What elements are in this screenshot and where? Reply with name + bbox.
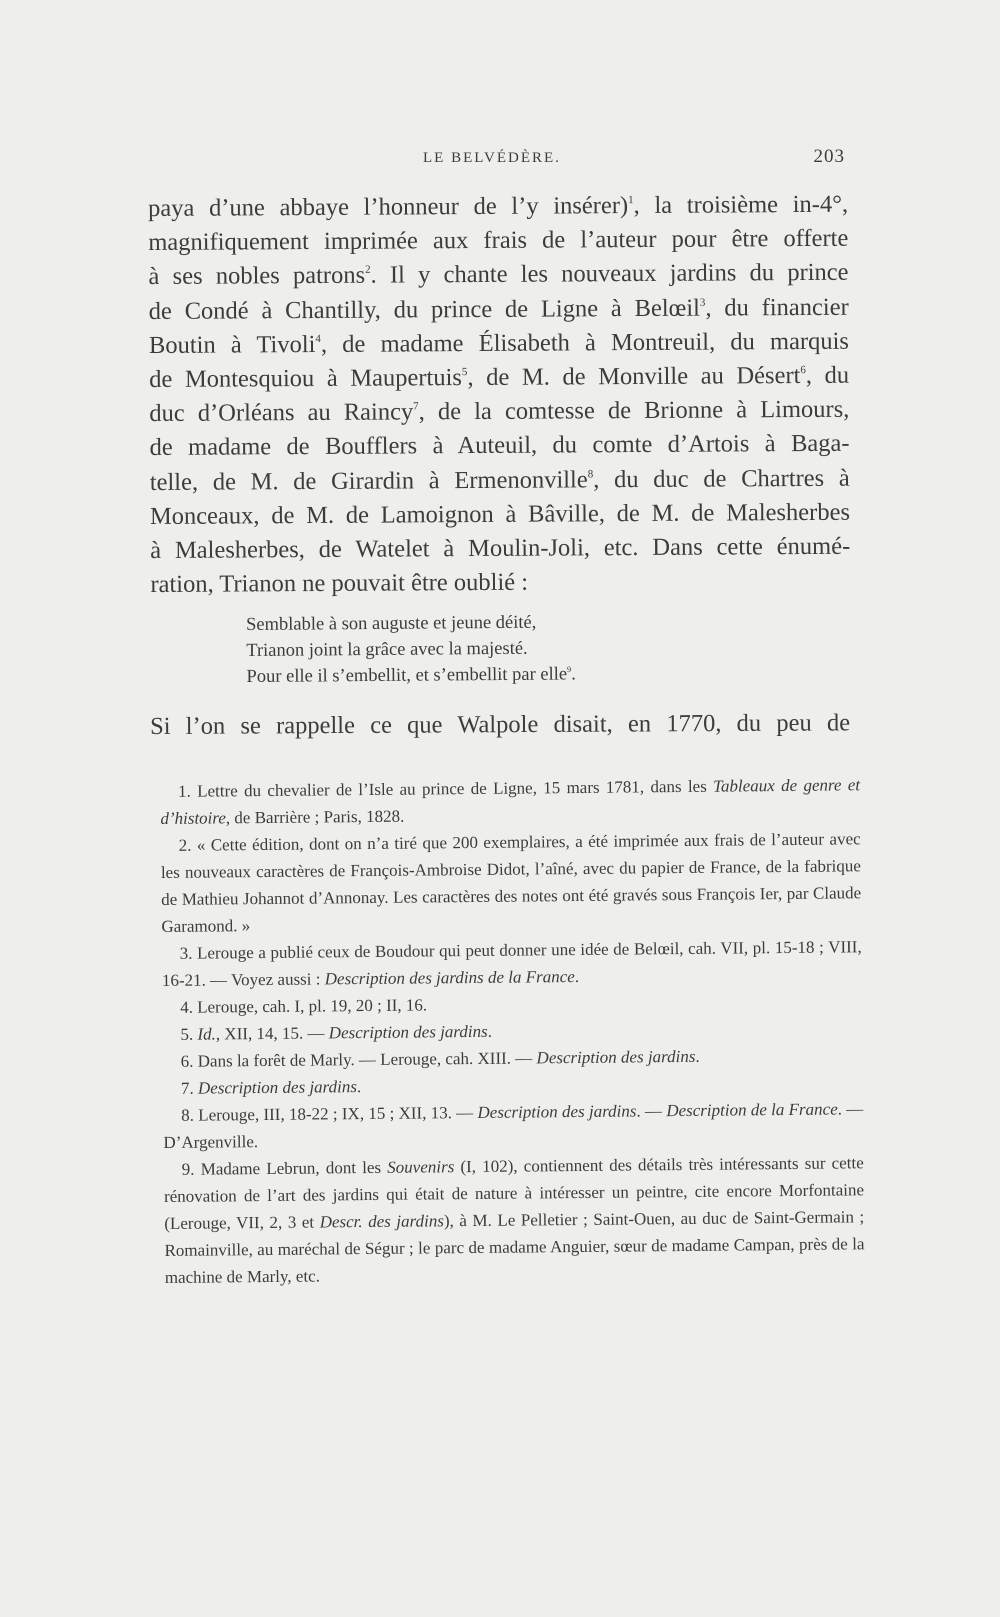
footnote-text: . (574, 966, 580, 987)
verse-quotation (246, 608, 807, 690)
body-line (149, 359, 849, 397)
body-line (148, 222, 848, 260)
footnote-ref: 5 (461, 366, 468, 379)
footnote-text: 2. « Cette édition, dont on n’a tiré que 200 exemplaires, a été imprimée aux frais de l’auteur avec les nouveaux caractères de François-Ambroise Didot, l’aîné, avec du papier de France, de la fabrique de Mathieu Johannot d’Annonay. Les caractères des notes ont été gravés sous François Ier, par Claude Garamond. » (160, 829, 862, 936)
body-line-text: , du duc de Chartres à (593, 464, 850, 493)
footnote-ref: 6 (800, 364, 806, 377)
footnote-text: , de Barrière ; Paris, 1828. (225, 806, 405, 828)
body-line-text: de Condé à Chantilly, du prince de Ligne à Belœil (148, 294, 700, 325)
body-line (148, 256, 848, 294)
body-line (149, 290, 849, 328)
footnote-text: (I, 102), contiennent des détails très intéressants sur cette rénovation de l’art des jardins qui était de nature à intéresser un peintre, cite encore Morfontaine (Lerouge, VII, 2, 3 et (163, 1153, 865, 1233)
verse-line-text: Pour elle il s’embellit, et s’embellit par elle (246, 664, 568, 687)
footnote (161, 825, 862, 940)
body-line-text: de Montesquiou à Maupertuis (149, 364, 463, 393)
body-line-text: , du (805, 361, 850, 389)
footnote-ref: 9 (567, 664, 572, 674)
body-line-text: , la troisième in-4°, (633, 190, 849, 220)
footnote-title: Descr. des jardins (319, 1211, 445, 1232)
footnote-text: 6. Dans la forêt de Marly. — Lerouge, cah. XIII. — (180, 1048, 537, 1071)
body-line-text: de madame de Boufflers à Auteuil, du comte d’Artois à Baga- (149, 430, 850, 462)
footnote-text: 1. Lettre du chevalier de l’Isle au prince de Ligne, 15 mars 1781, dans les (178, 776, 714, 801)
footnote-text: 5. (180, 1024, 198, 1044)
footnote-title: Description des jardins (536, 1046, 696, 1068)
closing-line: Si l’on se rappelle ce que Walpole disait, en 1770, du peu de (150, 709, 851, 740)
footnote-ref: 1 (628, 194, 634, 207)
body-line-text: Boutin à Tivoli (148, 330, 316, 359)
verse-line: Trianon joint la grâce avec la majesté. (246, 638, 528, 661)
footnote (162, 933, 862, 994)
footnote-text: ), à M. Le Pelletier ; Saint-Ouen, au duc de Saint-Germain ; Romainville, au maréchal de Ségur ; le parc de madame Anguier, sœur de madame Campan, près de la machine de Marly, etc. (164, 1207, 865, 1287)
body-line-text: à Malesherbes, de Watelet à Moulin-Joli, etc. Dans cette énumé- (150, 532, 851, 564)
footnote (160, 771, 860, 832)
body-line (150, 495, 850, 533)
body-line-text: magnifiquement imprimée aux frais de l’auteur pour être offerte (148, 224, 849, 257)
footnote (163, 1095, 863, 1156)
footnote-text: . — (636, 1101, 667, 1121)
footnote (164, 1149, 865, 1291)
footnote-ref: 2 (365, 264, 371, 277)
footnote-title: Description des jardins (477, 1101, 637, 1122)
body-line-text: , de M. de Monville au Désert (467, 361, 801, 391)
body-line-text: Monceaux, de M. de Lamoignon à Bâville, de M. de Malesherbes (149, 498, 851, 530)
footnote-title: Description des jardins de la France (324, 967, 575, 989)
body-line (150, 564, 850, 602)
body-line (150, 530, 850, 568)
footnote-text: . (695, 1046, 700, 1066)
footnote-title: Id. (197, 1024, 216, 1044)
footnote-text: 8. Lerouge, III, 18-22 ; IX, 15 ; XII, 13. — (181, 1102, 478, 1125)
body-line (149, 393, 849, 431)
running-title: LE BELVÉDÈRE. (423, 150, 561, 166)
body-line-text: à ses nobles patrons (148, 262, 366, 291)
footnote-ref: 3 (699, 296, 706, 309)
footnote-title: Description des jardins (197, 1077, 358, 1098)
body-line-text: , de la comtesse de Brionne à Limours, (418, 395, 850, 426)
body-line-text: paya d’une abbaye l’honneur de l’y insérer) (148, 192, 629, 222)
footnote-text: . (356, 1077, 362, 1097)
footnote-title: Description de la France (666, 1099, 838, 1121)
body-line-text: , de madame Élisabeth à Montreuil, du marquis (320, 327, 850, 358)
footnote-title: Description des jardins (328, 1021, 488, 1043)
body-line (148, 188, 848, 226)
body-line (150, 461, 850, 499)
footnote-text: 3. Lerouge a publié ceux de Boudour qui peut donner une idée de Belœil, cah. VII, pl. 15-18 ; VIII, 16-21. — Voyez aussi : (161, 937, 862, 990)
body-line (149, 427, 849, 465)
footnote-title: Tableaux de genre et d’histoire (160, 775, 861, 828)
footnote-text: 7. (180, 1078, 199, 1098)
body-paragraph (148, 188, 850, 603)
footnote-text: 9. Madame Lebrun, dont les (181, 1157, 388, 1179)
page-number: 203 (813, 146, 845, 167)
footnote-text: . (487, 1021, 493, 1041)
footnote-ref: 8 (587, 467, 594, 480)
footnotes (160, 771, 865, 1291)
body-line-text: duc d’Orléans au Raincy (149, 398, 414, 428)
page-header (145, 146, 845, 176)
body-line-text: telle, de M. de Girardin à Ermenonville (149, 465, 588, 496)
footnote-text: . — D’Argenville. (163, 1099, 864, 1152)
footnote-text: , XII, 14, 15. — (215, 1023, 329, 1044)
verse-line: Pour elle il s’embellit, et s’embellit par elle$^9$. (246, 664, 576, 687)
body-line-text: , du financier (705, 293, 849, 322)
footnote-text: 4. Lerouge, cah. I, pl. 19, 20 ; II, 16. (180, 995, 428, 1017)
body-line-text: . Il y chante les nouveaux jardins du prince (370, 259, 849, 290)
footnote-ref: 4 (315, 332, 321, 345)
body-line-text: ration, Trianon ne pouvait être oublié : (150, 568, 529, 599)
body-line (149, 324, 849, 362)
footnote-ref: 7 (413, 400, 419, 413)
footnote-title: Souvenirs (387, 1157, 455, 1177)
verse-line: Semblable à son auguste et jeune déité, (246, 612, 537, 635)
